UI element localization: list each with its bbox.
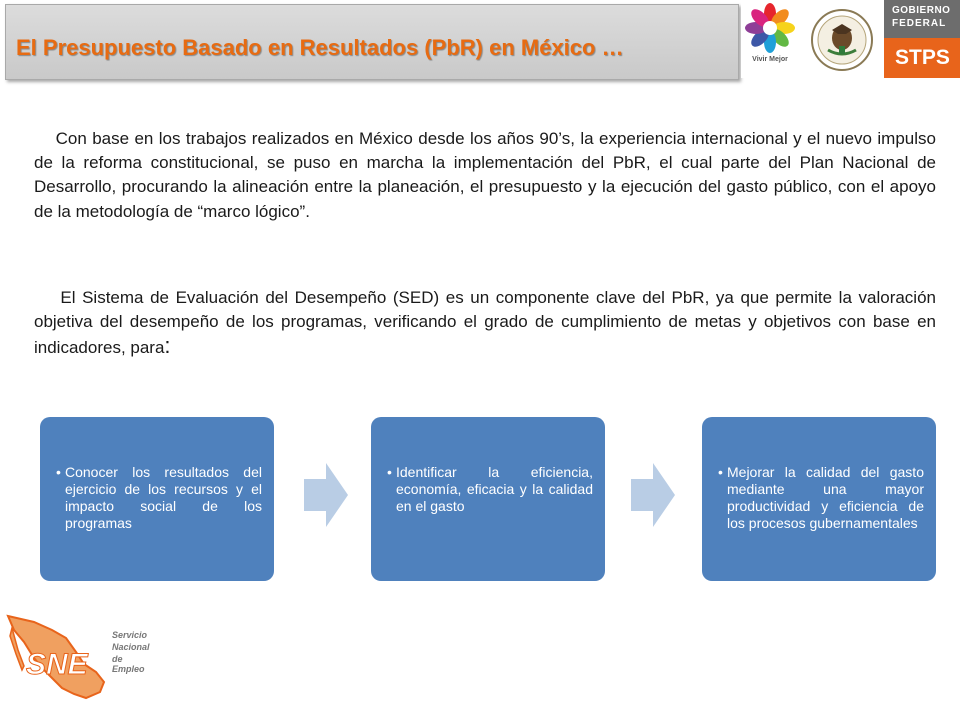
page-title: El Presupuesto Basado en Resultados (PbR) en México …: [16, 35, 624, 60]
gobierno-federal-badge: [884, 0, 960, 38]
vivir-mejor-caption: Vivir Mejor: [752, 56, 788, 63]
sne-acronym: SNE: [26, 648, 88, 681]
mexico-map-icon: [4, 612, 114, 712]
sne-line-1: Servicio: [112, 630, 148, 640]
process-step-2-text: Identificar la eficiencia, economía, eficacia y la calidad en el gasto: [396, 464, 593, 514]
sne-logo: [4, 612, 154, 712]
stps-badge: [884, 38, 960, 78]
arrow-right-icon: [304, 463, 348, 527]
process-step-2: [371, 417, 605, 581]
gobierno-federal-stps-logo: [884, 0, 960, 78]
arrow-right-icon: [631, 463, 675, 527]
bullet: •: [387, 464, 392, 480]
vivir-mejor-logo: [741, 0, 799, 78]
bullet: •: [718, 464, 723, 480]
national-seal-logo: [806, 0, 878, 78]
paragraph-pbr: [34, 127, 936, 224]
gobierno-text: GOBIERNO: [892, 5, 951, 16]
bullet: •: [56, 464, 61, 480]
eagle-seal-icon: [806, 0, 878, 78]
title-bar: [5, 4, 739, 80]
stps-text: STPS: [895, 46, 950, 69]
process-step-1: [40, 417, 274, 581]
process-step-3-text: Mejorar la calidad del gasto mediante una mayor productividad y eficiencia de los procesos gubernamentales: [727, 464, 924, 531]
paragraph-sed-text: El Sistema de Evaluación del Desempeño (SED) es un componente clave del PbR, ya que permite la valoración objetiva del desempeño de los programas, verificando el grado de cumplimiento de metas y objetivos con base en indicadores, para: [34, 288, 936, 358]
federal-text: FEDERAL: [892, 18, 947, 29]
paragraph-pbr-text: Con base en los trabajos realizados en México desde los años 90’s, la experiencia internacional y el nuevo impulso de la reforma constitucional, se puso en marcha la implementación del PbR, el cual parte del Plan Nacional de Desarrollo, procurando la alineación entre la planeación, el presupuesto y la ejecución del gasto público, con el apoyo de la metodología de “marco lógico”.: [34, 129, 936, 221]
sne-line-3: de Empleo: [112, 654, 145, 674]
sne-line-2: Nacional: [112, 642, 150, 652]
paragraph-sed-colon: :: [164, 333, 171, 359]
process-step-1-text: Conocer los resultados del ejercicio de los recursos y el impacto social de los programas: [65, 464, 262, 531]
vivir-mejor-flower-icon: [741, 0, 799, 56]
paragraph-sed: [34, 286, 936, 361]
process-step-3: [702, 417, 936, 581]
